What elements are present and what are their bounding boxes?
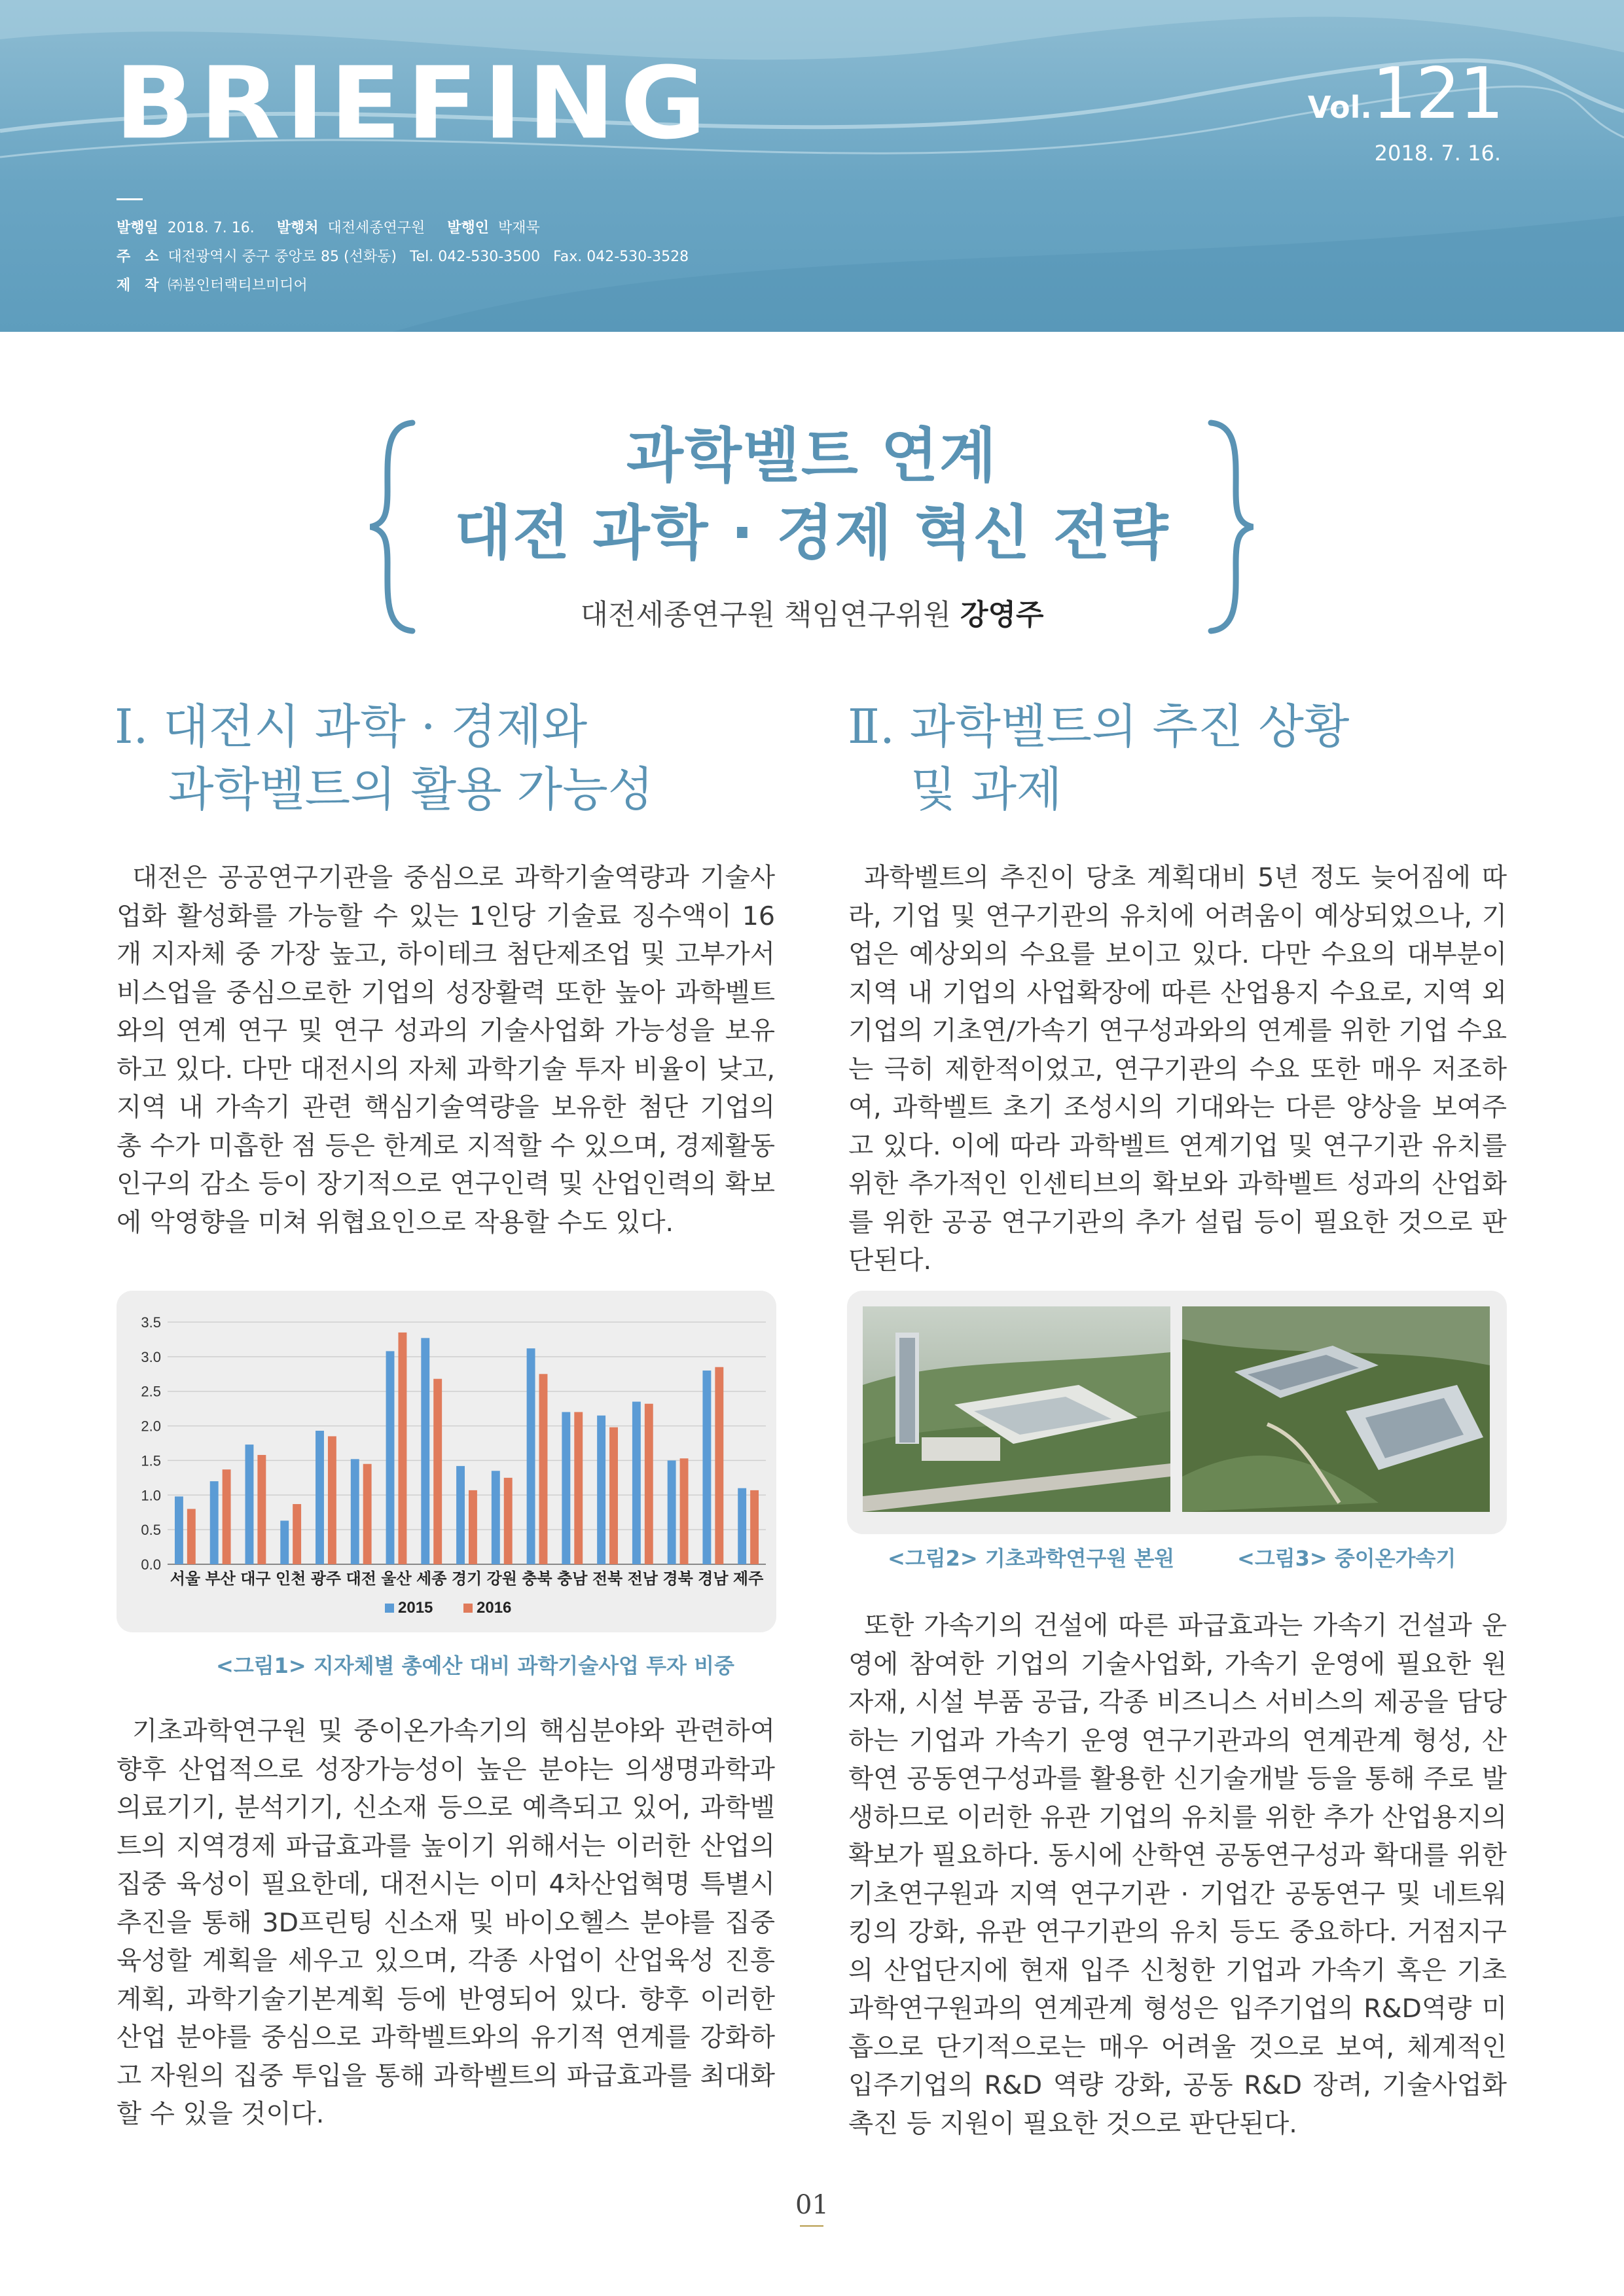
briefing-logo: BRIEFING bbox=[115, 45, 712, 162]
bar-2016-전북 bbox=[609, 1427, 618, 1564]
bar-2016-충북 bbox=[539, 1374, 548, 1564]
pub-value: 2018. 7. 16. bbox=[167, 220, 255, 236]
pub-value: 대전세종연구원 bbox=[327, 220, 425, 236]
x-tick-label: 제주 bbox=[732, 1570, 764, 1588]
section-2-heading-line-2: 및 과제 bbox=[911, 762, 1062, 817]
author-line bbox=[0, 591, 1624, 633]
figure-1-chart-box bbox=[117, 1291, 776, 1632]
ibs-headquarters-photo bbox=[863, 1306, 1170, 1512]
legend-label: 2016 bbox=[477, 1599, 512, 1617]
x-tick-label: 대전 bbox=[346, 1570, 376, 1588]
section-2-heading-line-1: Ⅱ. 과학벨트의 추진 상황 bbox=[848, 699, 1350, 754]
author-name: 강영주 bbox=[960, 598, 1044, 632]
x-tick-label: 부산 bbox=[205, 1570, 236, 1588]
section-1-heading-line-1: Ⅰ. 대전시 과학 · 경제와 bbox=[115, 699, 588, 754]
x-tick-label: 충북 bbox=[522, 1570, 552, 1588]
bar-2015-충북 bbox=[527, 1348, 535, 1564]
x-tick-label: 충남 bbox=[557, 1570, 588, 1588]
vol-number: 121 bbox=[1371, 53, 1503, 135]
y-tick-label: 1.0 bbox=[141, 1487, 161, 1504]
bar-2016-대구 bbox=[257, 1455, 266, 1564]
pub-label: 발행처 bbox=[276, 220, 319, 236]
x-tick-label: 경기 bbox=[451, 1570, 482, 1588]
bar-2016-대전 bbox=[363, 1464, 372, 1564]
bar-2015-강원 bbox=[492, 1471, 500, 1564]
bar-2015-부산 bbox=[210, 1481, 219, 1564]
bar-2016-경남 bbox=[715, 1367, 723, 1564]
y-tick-label: 1.5 bbox=[141, 1452, 161, 1469]
title-line-1: 과학벨트 연계 bbox=[626, 422, 998, 490]
figure-3-caption: <그림3> 중이온가속기 bbox=[1237, 1546, 1456, 1571]
pub-label: 발행인 bbox=[447, 220, 490, 236]
pub-row-address bbox=[117, 250, 711, 264]
section-1-paragraph-2: 기초과학연구원 및 중이온가속기의 핵심분야와 관련하여 향후 산업적으로 성장가능성이 높은 분야는 의생명과학과 의료기기, 분석기기, 신소재 등으로 예측되고 있어, 과학벨트의 지역경제 파급효과를 높이기 위해서는 이러한 산업의 집중 육성이 필요한데, 대전시는 이미 4차산업혁명 특별시 추진을 통해 3D프린팅 신소재 및 바이오헬스 분야를 집중 육성할 계획을 세우고 있으며, 각종 사업이 산업육성 진흥계획, 과학기술기본계획 등에 반영되어 있다. 향후 이러한 산업 분야를 중심으로 과학벨트와의 유기적 연계를 강화하고 자원의 집중 투입을 통해 과학벨트의 파급효과를 최대화 할 수 있을 것이다. bbox=[117, 1716, 775, 2129]
page-number: 01 bbox=[795, 2190, 829, 2220]
y-tick-label: 2.5 bbox=[141, 1383, 161, 1400]
legend-label: 2015 bbox=[398, 1599, 433, 1617]
pub-value: 대전광역시 중구 중앙로 85 (선화동) bbox=[168, 249, 397, 265]
bar-2015-제주 bbox=[738, 1488, 746, 1564]
section-1-paragraph-1: 대전은 공공연구기관을 중심으로 과학기술역량과 기술사업화 활성화를 가능할 수 있는 1인당 기술료 징수액이 16개 지자체 중 가장 높고, 하이테크 첨단제조업 및 고부가서비스업을 중심으로한 기업의 성장활력 또한 높아 과학벨트와의 연계 연구 및 연구 성과의 기술사업화 가능성을 보유하고 있다. 다만 대전시의 자체 과학기술 투자 비율이 낮고, 지역 내 가속기 관련 핵심기술역량을 보유한 첨단 기업의 총 수가 미흡한 점 등은 한계로 지적할 수 있으며, 경제활동인구의 감소 등이 장기적으로 연구인력 및 산업인력의 확보에 악영향을 미쳐 위협요인으로 작용할 수도 있다. bbox=[117, 863, 775, 1238]
bar-2015-전남 bbox=[632, 1402, 641, 1564]
bar-2016-세종 bbox=[433, 1379, 442, 1564]
issue-date: 2018. 7. 16. bbox=[1374, 141, 1501, 166]
y-tick-label: 3.0 bbox=[141, 1348, 161, 1365]
section-2-heading bbox=[848, 695, 1349, 821]
y-tick-label: 0.5 bbox=[141, 1522, 161, 1539]
x-tick-label: 세종 bbox=[416, 1570, 447, 1588]
header-band bbox=[0, 0, 1624, 332]
bar-2015-서울 bbox=[175, 1496, 183, 1564]
bar-2015-인천 bbox=[280, 1520, 289, 1564]
bar-2015-세종 bbox=[421, 1338, 429, 1564]
section-1-heading-line-2: 과학벨트의 활용 가능성 bbox=[168, 762, 654, 817]
x-tick-label: 경남 bbox=[698, 1570, 729, 1588]
bar-2015-전북 bbox=[597, 1416, 605, 1564]
bar-2016-전남 bbox=[645, 1404, 653, 1564]
heavy-ion-accelerator-photo bbox=[1182, 1306, 1490, 1512]
legend-swatch bbox=[385, 1604, 394, 1613]
y-tick-label: 2.0 bbox=[141, 1418, 161, 1435]
bar-2016-울산 bbox=[398, 1333, 406, 1564]
bar-2015-대구 bbox=[245, 1444, 254, 1564]
x-tick-label: 인천 bbox=[275, 1570, 306, 1588]
pub-row-issue bbox=[117, 221, 562, 236]
pub-label: 주 소 bbox=[117, 249, 159, 265]
bar-2015-경기 bbox=[456, 1466, 465, 1564]
bar-2015-울산 bbox=[386, 1351, 395, 1564]
pub-row-production bbox=[117, 279, 330, 293]
bar-2015-충남 bbox=[562, 1412, 570, 1564]
bar-2016-제주 bbox=[750, 1490, 759, 1564]
bar-chart bbox=[117, 1291, 776, 1632]
pub-fax: Fax. 042-530-3528 bbox=[553, 249, 689, 265]
figure-1-caption: <그림1> 지자체별 총예산 대비 과학기술사업 투자 비중 bbox=[216, 1653, 734, 1678]
bar-2015-경남 bbox=[702, 1371, 711, 1564]
section-2-paragraph-2: 또한 가속기의 건설에 따른 파급효과는 가속기 건설과 운영에 참여한 기업의 기술사업화, 가속기 운영에 필요한 원자재, 시설 부품 공급, 각종 비즈니스 서비스의 제공을 담당하는 기업과 가속기 운영 연구기관과의 연계관계 형성, 산학연 공동연구성과를 활용한 신기술개발 등을 통해 주로 발생하므로 이러한 유관 기업의 유치를 위한 추가 산업용지의 확보가 필요하다. 동시에 산학연 공동연구성과 확대를 위한 기초연구원과 지역 연구기관 · 기업간 공동연구 및 네트워킹의 강화, 유관 연구기관의 유치 등도 중요하다. 거점지구의 산업단지에 현재 입주 신청한 기업과 가속기 혹은 기초과학연구원과의 연계관계 형성은 입주기업의 R&D역량 미흡으로 단기적으로는 매우 어려울 것으로 보여, 체계적인 입주기업의 R&D 역량 강화, 공동 R&D 장려, 기술사업화 촉진 등 지원이 필요한 것으로 판단된다. bbox=[848, 1611, 1507, 2139]
bar-2016-인천 bbox=[293, 1504, 301, 1564]
vol-label: Vol. bbox=[1307, 90, 1372, 125]
x-tick-label: 전남 bbox=[627, 1570, 659, 1588]
bar-2016-경기 bbox=[469, 1490, 477, 1564]
bar-2016-광주 bbox=[328, 1436, 336, 1564]
author-affiliation: 대전세종연구원 책임연구위원 bbox=[580, 598, 952, 632]
pub-label: 제 작 bbox=[117, 278, 159, 294]
bar-2016-강원 bbox=[504, 1478, 513, 1564]
bar-2016-부산 bbox=[223, 1469, 231, 1564]
bar-2015-경북 bbox=[668, 1460, 676, 1564]
bar-2016-충남 bbox=[574, 1412, 583, 1564]
pub-label: 발행일 bbox=[117, 220, 158, 236]
bar-2016-경북 bbox=[680, 1458, 689, 1564]
pub-value: 박재묵 bbox=[498, 220, 540, 236]
bar-2015-대전 bbox=[351, 1459, 359, 1564]
x-tick-label: 울산 bbox=[381, 1570, 412, 1588]
figure-2-caption: <그림2> 기초과학연구원 본원 bbox=[888, 1546, 1175, 1571]
pub-value: ㈜봄인터랙티브미디어 bbox=[168, 278, 308, 294]
header-rule bbox=[117, 198, 143, 200]
y-tick-label: 3.5 bbox=[141, 1314, 161, 1331]
title-line-2: 대전 과학 · 경제 혁신 전략 bbox=[454, 499, 1170, 567]
x-tick-label: 광주 bbox=[310, 1570, 342, 1588]
section-2-paragraph-1: 과학벨트의 추진이 당초 계획대비 5년 정도 늦어짐에 따라, 기업 및 연구기관의 유치에 어려움이 예상되었으나, 기업은 예상외의 수요를 보이고 있다. 다만 수요의 대부분이 지역 내 기업의 사업확장에 따른 산업용지 수요로, 지역 외 기업의 기초연/가속기 연구성과와의 연계를 위한 기업 수요는 극히 제한적이었고, 연구기관의 수요 또한 매우 저조하여, 과학벨트 초기 조성시의 기대와는 다른 양상을 보여주고 있다. 이에 따라 과학벨트 연계기업 및 연구기관 유치를 위한 추가적인 인센티브의 확보와 과학벨트 성과의 산업화를 위한 공공 연구기관의 추가 설립 등이 필요한 것으로 판단된다. bbox=[848, 863, 1507, 1276]
x-tick-label: 강원 bbox=[486, 1570, 517, 1588]
bar-2016-서울 bbox=[187, 1509, 196, 1564]
x-tick-label: 서울 bbox=[170, 1570, 201, 1588]
pub-tel: Tel. 042-530-3500 bbox=[409, 249, 541, 265]
y-tick-label: 0.0 bbox=[141, 1556, 161, 1573]
bar-2015-광주 bbox=[316, 1431, 324, 1564]
x-tick-label: 전북 bbox=[592, 1570, 623, 1588]
x-tick-label: 경북 bbox=[662, 1570, 693, 1588]
figure-2-3-photo-box bbox=[847, 1291, 1507, 1534]
x-tick-label: 대구 bbox=[240, 1570, 271, 1588]
volume-block bbox=[1307, 53, 1503, 135]
page-number-rule bbox=[800, 2225, 823, 2227]
legend-swatch bbox=[463, 1604, 473, 1613]
section-1-heading bbox=[115, 695, 653, 821]
